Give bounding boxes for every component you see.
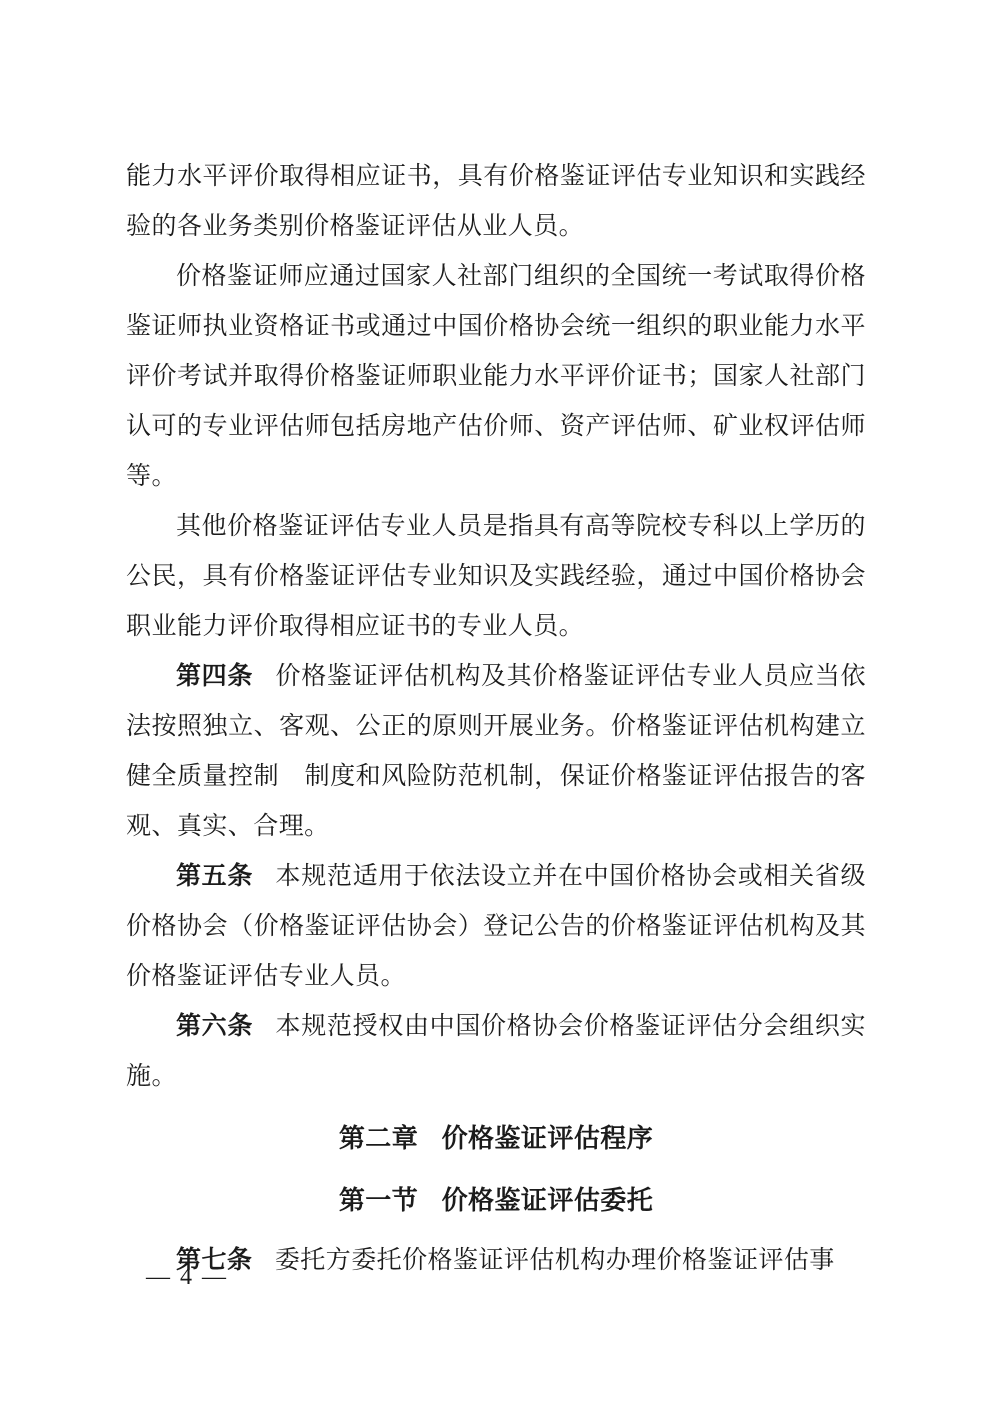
chapter-title: 价格鉴证评估程序	[441, 1124, 654, 1153]
paragraph-text: 委托方委托价格鉴证评估机构办理价格鉴证评估事	[274, 1247, 835, 1274]
paragraph-text: 能力水平评价取得相应证书，具有价格鉴证评估专业知识和实践经验的各业务类别价格鉴证评估从业人员。	[126, 163, 866, 240]
section-heading	[126, 1176, 866, 1226]
page-number: — 4 —	[146, 1264, 228, 1290]
section-number-label: 第一节	[338, 1186, 419, 1215]
article-number-label: 第四条	[176, 663, 254, 690]
chapter-heading	[126, 1114, 866, 1164]
paragraph-text: 其他价格鉴证评估专业人员是指具有高等院校专科以上学历的公民，具有价格鉴证评估专业知识及实践经验，通过中国价格协会职业能力评价取得相应证书的专业人员。	[126, 513, 866, 640]
article-number-label: 第六条	[176, 1013, 254, 1040]
document-body	[126, 152, 866, 1286]
paragraph-text: 本规范授权由中国价格协会价格鉴证评估分会组织实施。	[126, 1013, 866, 1090]
article-paragraph-6	[126, 1002, 866, 1102]
section-title: 价格鉴证评估委托	[441, 1186, 654, 1215]
article-number-label: 第七条	[176, 1247, 253, 1274]
body-paragraph-continuation	[126, 152, 866, 252]
paragraph-text: 价格鉴证师应通过国家人社部门组织的全国统一考试取得价格鉴证师执业资格证书或通过中国价格协会统一组织的职业能力水平评价考试并取得价格鉴证师职业能力水平评价证书；国家人社部门认可的专业评估师包括房地产估价师、资产评估师、矿业权评估师等。	[126, 263, 866, 490]
article-number-label: 第五条	[176, 863, 254, 890]
article-paragraph-5	[126, 852, 866, 1002]
paragraph-text: 价格鉴证评估机构及其价格鉴证评估专业人员应当依法按照独立、客观、公正的原则开展业务。价格鉴证评估机构建立健全质量控制 制度和风险防范机制，保证价格鉴证评估报告的客观、真实、合理。	[126, 663, 866, 840]
paragraph-text: 本规范适用于依法设立并在中国价格协会或相关省级价格协会（价格鉴证评估协会）登记公告的价格鉴证评估机构及其价格鉴证评估专业人员。	[126, 863, 866, 990]
body-paragraph	[126, 252, 866, 502]
chapter-number-label: 第二章	[338, 1124, 419, 1153]
body-paragraph	[126, 502, 866, 652]
article-paragraph-4	[126, 652, 866, 852]
article-paragraph-7	[126, 1236, 866, 1286]
